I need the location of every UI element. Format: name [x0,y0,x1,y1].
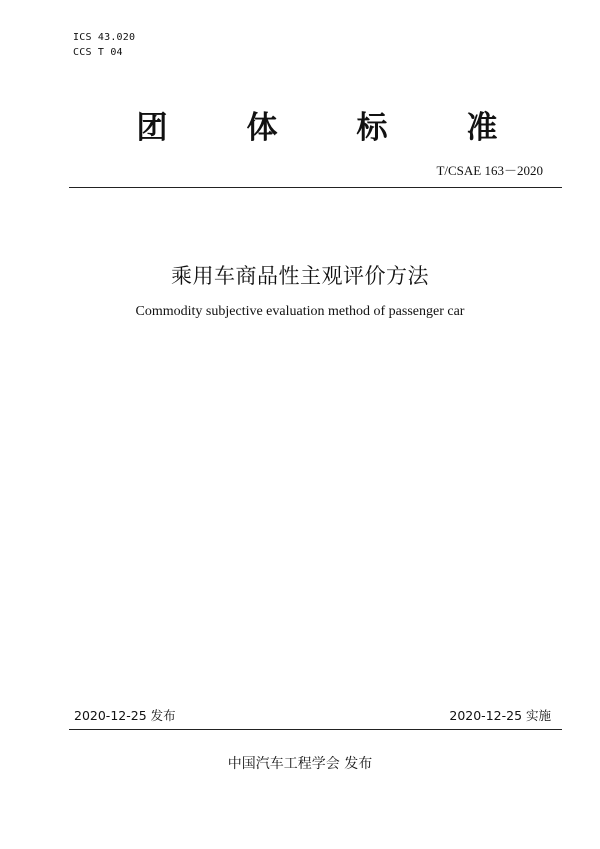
standard-type-char: 体 [246,110,278,146]
document-title-english: Commodity subjective evaluation method of passenger car [135,304,465,319]
publisher: 中国汽车工程学会 发布 [227,756,373,772]
top-divider [69,187,562,188]
document-title-chinese: 乘用车商品性主观评价方法 [171,264,429,288]
implementation-date: 2020-12-25 实施 [449,708,551,723]
ccs-code: CCS T 04 [73,47,123,58]
ics-code: ICS 43.020 [73,32,136,43]
standard-type-char: 标 [356,110,388,146]
issue-date: 2020-12-25 发布 [74,708,176,723]
standard-number: T/CSAE 163－2020 [436,163,543,178]
standard-type-char: 团 [136,110,168,146]
standard-type-char: 准 [466,110,498,146]
bottom-divider [69,729,562,730]
